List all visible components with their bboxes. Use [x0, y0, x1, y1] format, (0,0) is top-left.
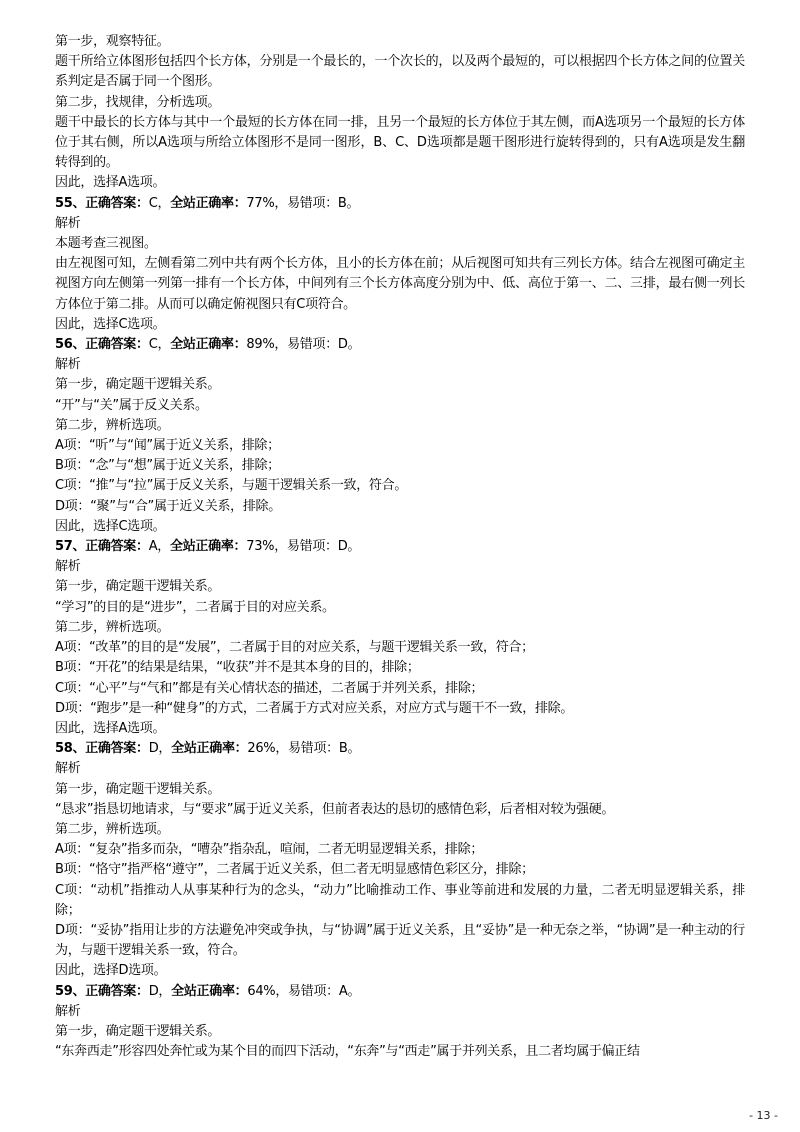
question-number: 55、 — [55, 195, 86, 211]
common-wrong-option: 易错项：D。 — [286, 539, 361, 555]
text-line: C项：“推”与“拉”属于反义关系，与题干逻辑关系一致，符合。 — [55, 478, 408, 494]
text-line: C项：“心平”与“气和”都是有关心情状态的描述，二者属于并列关系，排除； — [55, 680, 484, 696]
accuracy-label: 全站正确率： — [171, 983, 248, 999]
text-line: 因此，选择A选项。 — [55, 720, 166, 736]
text-line: 第一步，确定题干逻辑关系。 — [55, 579, 221, 595]
answer-header — [55, 982, 745, 1002]
text-line: 第一步，确定题干逻辑关系。 — [55, 781, 221, 797]
answer-header — [55, 537, 745, 557]
accuracy-label: 全站正确率： — [170, 539, 247, 555]
text-line: 第二步，辨析选项。 — [55, 821, 170, 837]
text-line: “恳求”指恳切地请求，与“要求”属于近义关系，但前者表达的恳切的感情色彩，后者相对较为强硬。 — [55, 801, 615, 817]
answer-value: C， — [148, 195, 171, 211]
text-line: 解析 — [55, 559, 81, 575]
accuracy-value: 89%， — [246, 337, 288, 353]
text-line: D项：“聚”与“合”属于近义关系，排除。 — [55, 498, 281, 514]
text-line: 第一步，确定题干逻辑关系。 — [55, 1023, 221, 1039]
text-line: 第一步，确定题干逻辑关系。 — [55, 377, 221, 393]
text-line: 第二步，辨析选项。 — [55, 417, 170, 433]
text-paragraph: D项：“妥协”指用让步的方法避免冲突或争执，与“协调”属于近义关系，且“妥协”是一种无奈之举，“协调”是一种主动的行为，与题干逻辑关系一致，符合。 — [55, 922, 745, 959]
text-paragraph: 题干中最长的长方体与其中一个最短的长方体在同一排，且另一个最短的长方体位于其左侧，而A选项另一个最短的长方体位于其右侧，所以A选项与所给立体图形不是同一图形，B、C、D选项都是题干图形进行旋转得到的，只有A选项是发生翻转得到的。 — [55, 114, 745, 171]
page-number: - 13 - — [749, 1109, 778, 1122]
text-line: “东奔西走”形容四处奔忙或为某个目的而四下活动，“东奔”与“西走”属于并列关系，且二者均属于偏正结 — [55, 1044, 640, 1060]
answer-value: D， — [148, 741, 172, 757]
text-line: B项：“开花”的结果是结果，“收获”并不是其本身的目的，排除； — [55, 660, 420, 676]
text-line: 本题考查三视图。 — [55, 236, 157, 252]
common-wrong-option: 易错项：A。 — [288, 983, 361, 999]
text-paragraph: C项：“动机”指推动人从事某种行为的念头，“动力”比喻推动工作、事业等前进和发展的力量，二者无明显逻辑关系，排除； — [55, 882, 745, 918]
answer-value: A， — [148, 539, 171, 555]
answer-label: 正确答案： — [85, 539, 149, 555]
text-line: “学习”的目的是“进步”，二者属于目的对应关系。 — [55, 599, 335, 615]
text-line: 因此，选择C选项。 — [55, 316, 166, 332]
accuracy-value: 64%， — [247, 983, 289, 999]
text-line: 因此，选择A选项。 — [55, 175, 166, 191]
answer-label: 正确答案： — [85, 195, 149, 211]
question-number: 57、 — [55, 539, 86, 555]
answer-label: 正确答案： — [85, 337, 149, 353]
text-line: 解析 — [55, 215, 81, 231]
accuracy-label: 全站正确率： — [171, 741, 248, 757]
answer-header — [55, 194, 745, 214]
question-number: 59、 — [55, 983, 86, 999]
answer-label: 正确答案： — [85, 741, 149, 757]
accuracy-label: 全站正确率： — [170, 195, 247, 211]
answer-value: C， — [148, 337, 171, 353]
common-wrong-option: 易错项：D。 — [287, 337, 361, 353]
question-number: 58、 — [55, 741, 86, 757]
text-line: 因此，选择D选项。 — [55, 963, 167, 979]
text-line: 解析 — [55, 761, 81, 777]
accuracy-value: 73%， — [246, 539, 287, 555]
accuracy-label: 全站正确率： — [170, 337, 247, 353]
text-line: 第二步，辨析选项。 — [55, 619, 170, 635]
text-line: A项：“复杂”指多而杂，“嘈杂”指杂乱，喧闹，二者无明显逻辑关系，排除； — [55, 842, 484, 858]
text-line: B项：“恪守”指严格“遵守”，二者属于近义关系，但二者无明显感情色彩区分，排除； — [55, 862, 534, 878]
accuracy-value: 77%， — [246, 195, 288, 211]
text-line: A项：“改革”的目的是“发展”，二者属于目的对应关系，与题干逻辑关系一致，符合； — [55, 640, 534, 656]
text-line: 解析 — [55, 1003, 81, 1019]
text-line: D项：“跑步”是一种“健身”的方式，二者属于方式对应关系，对应方式与题干不一致，排除。 — [55, 700, 574, 716]
text-paragraph: 题干所给立体图形包括四个长方体，分别是一个最长的，一个次长的，以及两个最短的，可以根据四个长方体之间的位置关系判定是否属于同一个图形。 — [55, 54, 745, 90]
text-line: A项：“听”与“闻”属于近义关系，排除； — [55, 438, 280, 454]
common-wrong-option: 易错项：B。 — [287, 195, 360, 211]
question-number: 56、 — [55, 337, 86, 353]
text-line: 因此，选择C选项。 — [55, 518, 166, 534]
text-line: B项：“念”与“想”属于近义关系，排除； — [55, 458, 280, 474]
text-line: 第一步，观察特征。 — [55, 34, 170, 49]
text-line: 第二步，找规律，分析选项。 — [55, 94, 221, 110]
document-body — [55, 32, 745, 1062]
text-line: “开”与“关”属于反义关系。 — [55, 397, 208, 413]
accuracy-value: 26%， — [247, 741, 289, 757]
answer-label: 正确答案： — [85, 983, 149, 999]
answer-header — [55, 335, 745, 355]
text-line: 解析 — [55, 357, 81, 373]
answer-value: D， — [148, 983, 172, 999]
answer-header — [55, 739, 745, 759]
text-paragraph: 由左视图可知，左侧看第二列中共有两个长方体，且小的长方体在前；从后视图可知共有三列长方体。结合左视图可确定主视图方向左侧第一列第一排有一个长方体，中间列有三个长方体高度分别为中、低、高位于第一、二、三排，最右侧一列长方体位于第二排。从而可以确定俯视图只有C项符合。 — [55, 256, 745, 312]
common-wrong-option: 易错项：B。 — [288, 741, 361, 757]
